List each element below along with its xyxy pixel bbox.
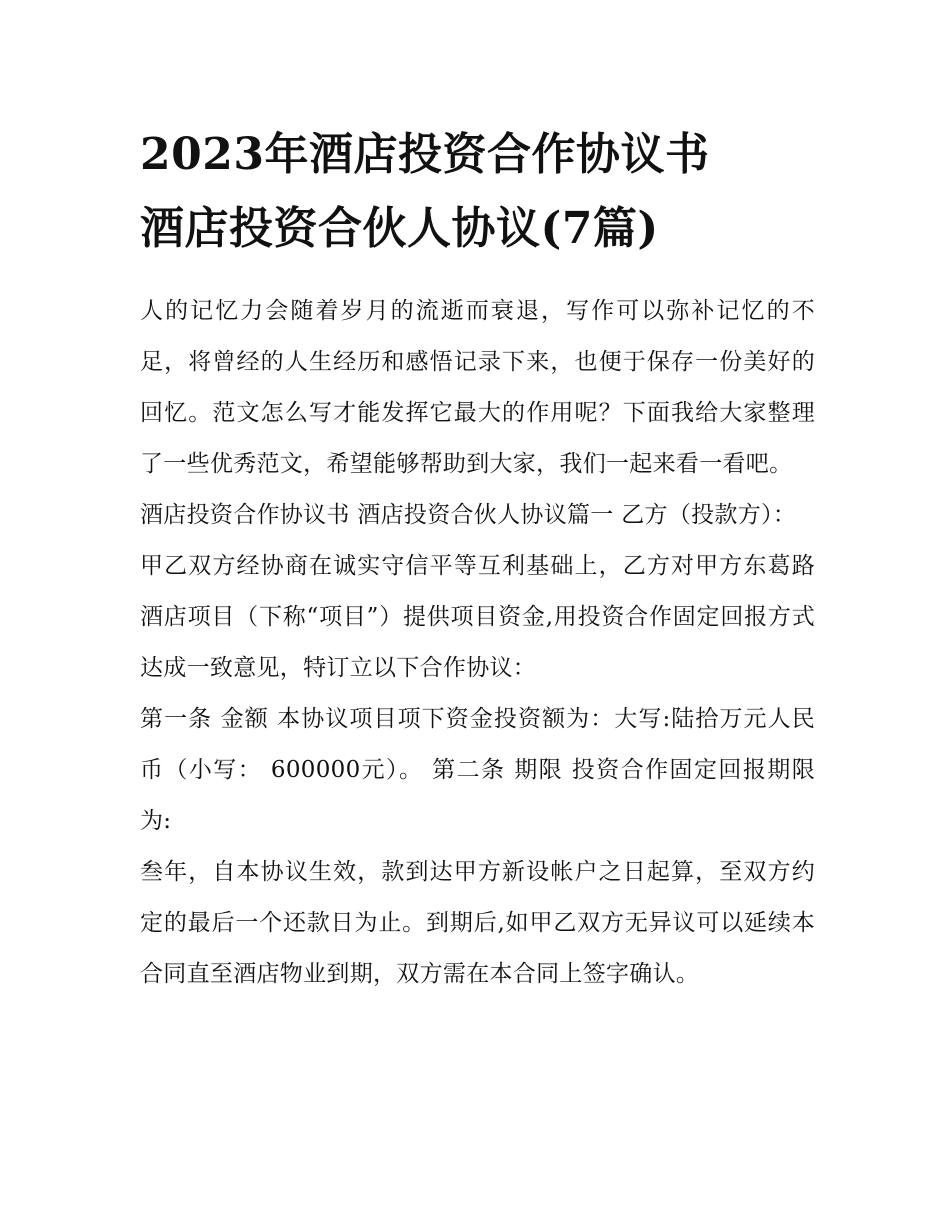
paragraph-term-details: 叁年，自本协议生效，款到达甲方新设帐户之日起算，至双方约定的最后一个还款日为止。到期后,如甲乙双方无异议可以延续本合同直至酒店物业到期，双方需在本合同上签字确认。 bbox=[140, 859, 815, 987]
document-page bbox=[140, 118, 815, 1000]
title-line-1: 2023年酒店投资合作协议书 bbox=[140, 129, 710, 180]
document-body bbox=[140, 286, 815, 1000]
paragraph-intro: 人的记忆力会随着岁月的流逝而衰退，写作可以弥补记忆的不足，将曾经的人生经历和感悟记录下来，也便于保存一份美好的回忆。范文怎么写才能发挥它最大的作用呢？下面我给大家整理了一些优秀范文，希望能够帮助到大家，我们一起来看一看吧。 bbox=[140, 298, 815, 477]
document-title bbox=[140, 118, 815, 266]
paragraph-section-heading: 酒店投资合作协议书 酒店投资合伙人协议篇一 乙方（投款方）： bbox=[140, 502, 797, 528]
paragraph-article-amount-term: 第一条 金额 本协议项目项下资金投资额为：大写:陆拾万元人民币（小写： 600000元）。 第二条 期限 投资合作固定回报期限为: bbox=[140, 706, 815, 834]
paragraph-agreement-basis: 甲乙双方经协商在诚实守信平等互利基础上，乙方对甲方东葛路酒店项目（下称“项目”）提供项目资金,用投资合作固定回报方式达成一致意见，特订立以下合作协议： bbox=[140, 553, 815, 681]
title-line-2: 酒店投资合伙人协议(7篇) bbox=[140, 203, 659, 254]
